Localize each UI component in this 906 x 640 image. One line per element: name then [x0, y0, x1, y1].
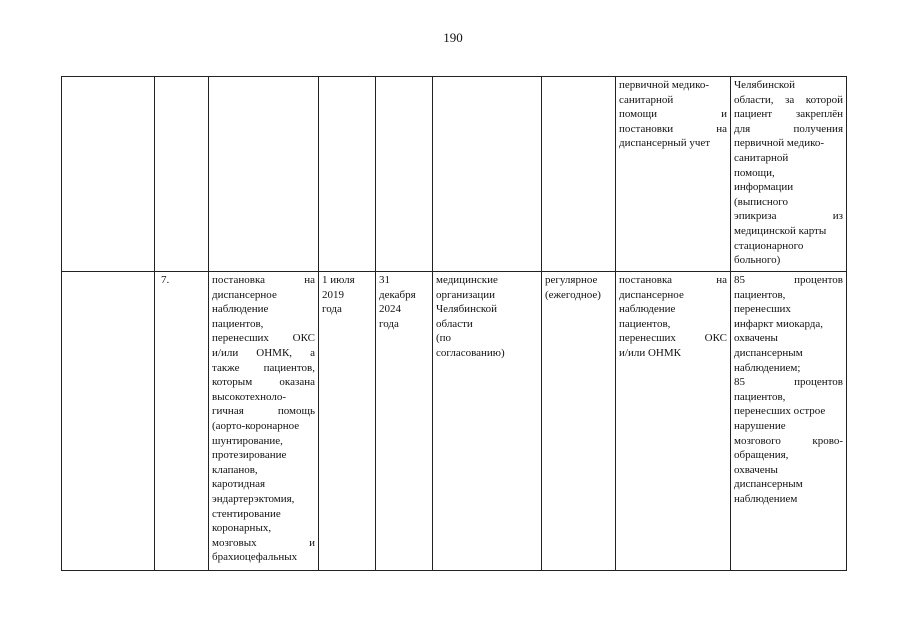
page-number: 190: [443, 30, 463, 45]
cell-result: [616, 272, 731, 571]
cell-empty: [433, 77, 542, 272]
cell-text-line: и/или ОНМК, а: [212, 346, 315, 359]
cell-text-line: стационарного: [734, 239, 804, 252]
cell-text-line: (аорто-коронарное: [212, 419, 300, 432]
cell-text-line: санитарной: [734, 151, 789, 164]
cell-text-line: высокотехноло-: [212, 390, 287, 403]
cell-text-line: санитарной: [619, 93, 674, 106]
cell-text-line: нарушение: [734, 419, 786, 432]
cell-text-line: клапанов,: [212, 463, 258, 476]
cell-text-line: наблюдением;: [734, 361, 801, 374]
cell-responsible: [433, 272, 542, 571]
cell-text-line: перенесших: [734, 303, 791, 316]
cell-text-line: диспансерным: [734, 478, 803, 491]
cell-result-continuation: [616, 77, 731, 272]
cell-text-line: медицинской карты: [734, 224, 827, 237]
cell-text-line: постановка на: [619, 274, 727, 286]
cell-text-line: и/или ОНМК: [619, 346, 681, 359]
cell-text-line: области: [436, 317, 473, 330]
cell-text-line: шунтирование,: [212, 434, 283, 447]
cell-text-line: мозгового крово-: [734, 434, 843, 447]
table-row-7: [62, 272, 847, 571]
cell-text-line: наблюдение: [212, 303, 269, 316]
cell-empty: [62, 272, 155, 571]
cell-text-line: диспансерный учет: [619, 137, 711, 150]
cell-text-line: медицинские: [436, 274, 498, 286]
cell-text-line: 31: [379, 274, 390, 286]
cell-text-line: года: [379, 317, 399, 330]
cell-text-line: области, за которой: [734, 93, 843, 106]
cell-text-line: перенесших ОКС: [212, 332, 315, 345]
cell-text-line: пациентов,: [734, 288, 786, 301]
table-row-continuation: [62, 77, 847, 272]
cell-text-line: Челябинской: [436, 303, 498, 316]
cell-text-line: охвачены: [734, 463, 778, 476]
cell-text-line: (ежегодное): [545, 288, 601, 301]
cell-text-line: протезирование: [212, 449, 287, 462]
cell-text-line: 85 процентов: [734, 376, 843, 389]
cell-text-line: перенесших острое: [734, 405, 826, 418]
cell-text-line: диспансерное: [212, 288, 277, 301]
cell-text-line: охвачены: [734, 332, 778, 345]
cell-text-line: первичной медико-: [734, 137, 825, 150]
cell-text-line: наблюдение: [619, 303, 676, 316]
cell-text-line: 85 процентов: [734, 274, 843, 286]
cell-start-date: [319, 272, 376, 571]
cell-indicator-continuation: [731, 77, 847, 272]
cell-event: [209, 272, 319, 571]
cell-text-line: 2019: [322, 288, 344, 301]
cell-text-line: гичная помощь: [212, 405, 315, 418]
cell-text-line: помощи,: [734, 166, 775, 179]
cell-text-line: постановки на: [619, 122, 727, 135]
cell-text-line: эндартерэктомия,: [212, 492, 295, 505]
cell-frequency: [542, 272, 616, 571]
cell-text-line: первичной медико-: [619, 79, 710, 91]
cell-text-line: декабря: [379, 288, 416, 301]
cell-text-line: мозговых и: [212, 536, 315, 549]
measures-table: [61, 76, 847, 571]
cell-indicator: [731, 272, 847, 571]
cell-text-line: также пациентов,: [212, 361, 315, 374]
cell-text-line: 1 июля: [322, 274, 355, 286]
cell-text-line: которым оказана: [212, 376, 315, 389]
cell-text-line: перенесших ОКС: [619, 332, 727, 345]
cell-text-line: диспансерным: [734, 346, 803, 359]
cell-text-line: наблюдением: [734, 492, 798, 505]
cell-text-line: пациентов,: [212, 317, 264, 330]
cell-text-line: постановка на: [212, 274, 315, 286]
cell-empty: [376, 77, 433, 272]
cell-text-line: Челябинской: [734, 79, 796, 91]
cell-text-line: брахиоцефальных: [212, 551, 298, 564]
cell-empty: [62, 77, 155, 272]
cell-text-line: информации: [734, 181, 794, 194]
cell-text-line: (выписного: [734, 195, 789, 208]
cell-text-line: (по: [436, 332, 452, 345]
cell-text-line: больного): [734, 254, 781, 267]
cell-text-line: стентирование: [212, 507, 281, 520]
cell-text-line: согласованию): [436, 346, 505, 359]
cell-text-line: каротидная: [212, 478, 266, 491]
cell-text-line: регулярное: [545, 274, 598, 286]
cell-text-line: помощи и: [619, 108, 727, 121]
cell-text-line: для получения: [734, 122, 843, 135]
cell-text-line: инфаркт миокарда,: [734, 317, 824, 330]
cell-end-date: [376, 272, 433, 571]
cell-text-line: 2024: [379, 303, 401, 316]
cell-text-line: года: [322, 303, 342, 316]
cell-empty: [209, 77, 319, 272]
cell-empty: [319, 77, 376, 272]
cell-text-line: эпикриза из: [734, 210, 843, 223]
cell-text-line: обращения,: [734, 449, 789, 462]
cell-row-number: 7.: [155, 272, 209, 571]
cell-text-line: организации: [436, 288, 496, 301]
cell-text-line: пациентов,: [619, 317, 671, 330]
cell-text-line: диспансерное: [619, 288, 684, 301]
cell-text-line: пациентов,: [734, 390, 786, 403]
cell-empty: [542, 77, 616, 272]
cell-text-line: пациент закреплён: [734, 108, 843, 121]
cell-empty: [155, 77, 209, 272]
cell-text-line: коронарных,: [212, 522, 272, 535]
